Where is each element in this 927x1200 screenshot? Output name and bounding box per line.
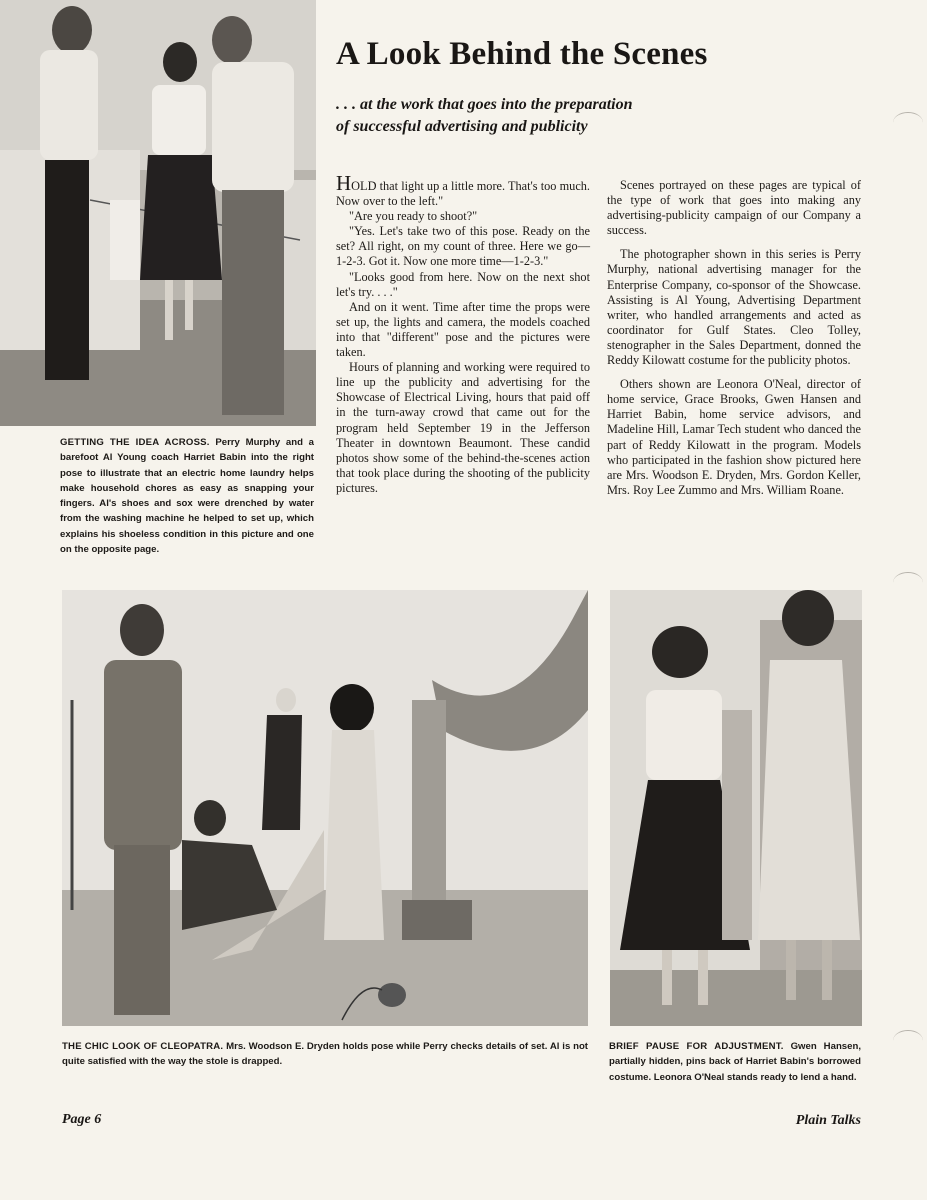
article-subtitle: . . . at the work that goes into the preparation of successful advertising and publicity	[336, 96, 633, 135]
body-paragraph: HOLD that light up a little more. That's too much. Now over to the left."	[336, 171, 590, 209]
drop-cap: H	[336, 171, 352, 195]
magazine-name: Plain Talks	[795, 1113, 861, 1128]
body-paragraph: "Looks good from here. Now on the next shot let's try. . . ."	[336, 269, 590, 299]
article-title: A Look Behind the Scenes	[336, 36, 708, 72]
caption-brief-pause	[609, 1039, 861, 1085]
body-paragraph: Hours of planning and working were required to line up the publicity and advertising for the Showcase of Electrical Living, hours that paid off in the turn-away crowd that came out for the program held September 19 in the Jefferson Theater in downtown Beaumont. These candid photos show some of the behind-the-scenes action that took place during the shooting of the publicity pictures.	[336, 360, 590, 495]
article-body-right-column	[607, 178, 861, 498]
page-number: Page 6	[62, 1112, 102, 1127]
body-paragraph: And on it went. Time after time the props were set up, the lights and camera, the models coached into that "different" pose and the pictures were taken.	[336, 299, 590, 360]
body-paragraph: "Yes. Let's take two of this pose. Ready on the set? All right, on my count of three. Here we go—1-2-3. Got it. Now one more time—1-2-3."	[336, 224, 590, 269]
binder-hole-mark	[893, 1030, 923, 1051]
body-paragraph: Scenes portrayed on these pages are typical of the type of work that goes into making any advertising-publicity campaign of our Company a success.	[607, 178, 861, 238]
body-paragraph: The photographer shown in this series is Perry Murphy, national advertising manager for the Enterprise Company, co-sponsor of the Showcase. Assisting is Al Young, Advertising Department writer, who handled arrangements and acted as coordinator for Gulf States. Cleo Tolley, stenographer in the Sales Department, donned the Reddy Kilowatt costume for the publicity photos.	[607, 247, 861, 368]
body-paragraph: "Are you ready to shoot?"	[349, 209, 478, 224]
photo-cleopatra-set	[62, 590, 588, 1026]
article-body-left-column	[336, 171, 590, 496]
caption-text: Perry Murphy and a barefoot Al Young coach Harriet Babin into the right pose to illustrate that an electric home laundry helps make household chores as easy as snapping your fingers. Al's shoes and sox were drenched by water from the washing machine he helped to set up, which explains his shoeless condition in this picture and one on the opposite page.	[60, 437, 314, 556]
binder-hole-mark	[893, 572, 923, 593]
caption-heading: BRIEF PAUSE FOR ADJUSTMENT.	[609, 1041, 784, 1052]
photo-laundry-scene	[0, 0, 316, 426]
caption-heading: THE CHIC LOOK OF CLEOPATRA.	[62, 1041, 224, 1052]
caption-heading: GETTING THE IDEA ACROSS.	[60, 437, 210, 448]
caption-laundry-scene	[60, 435, 314, 557]
caption-cleopatra-set	[62, 1039, 588, 1070]
caption-text: Mrs. Woodson E. Dryden holds pose while Perry checks details of set. Al is not quite satisfied with the way the stole is drapped.	[62, 1041, 589, 1068]
binder-hole-mark	[893, 112, 923, 133]
photo-brief-pause	[610, 590, 862, 1026]
body-paragraph: Others shown are Leonora O'Neal, director of home service, Grace Brooks, Gwen Hansen and Harriet Babin, home service advisors, and Madeline Hill, Lamar Tech student who danced the part of Reddy Kilowatt in the program. Models who participated in the fashion show pictured here are Mrs. Woodson E. Dryden, Mrs. Gordon Keller, Mrs. Roy Lee Zummo and Mrs. William Roane.	[607, 377, 861, 497]
caption-text: Gwen Hansen, partially hidden, pins back of Harriet Babin's borrowed costume. Leonora O'Neal stands ready to lend a hand.	[609, 1041, 861, 1083]
